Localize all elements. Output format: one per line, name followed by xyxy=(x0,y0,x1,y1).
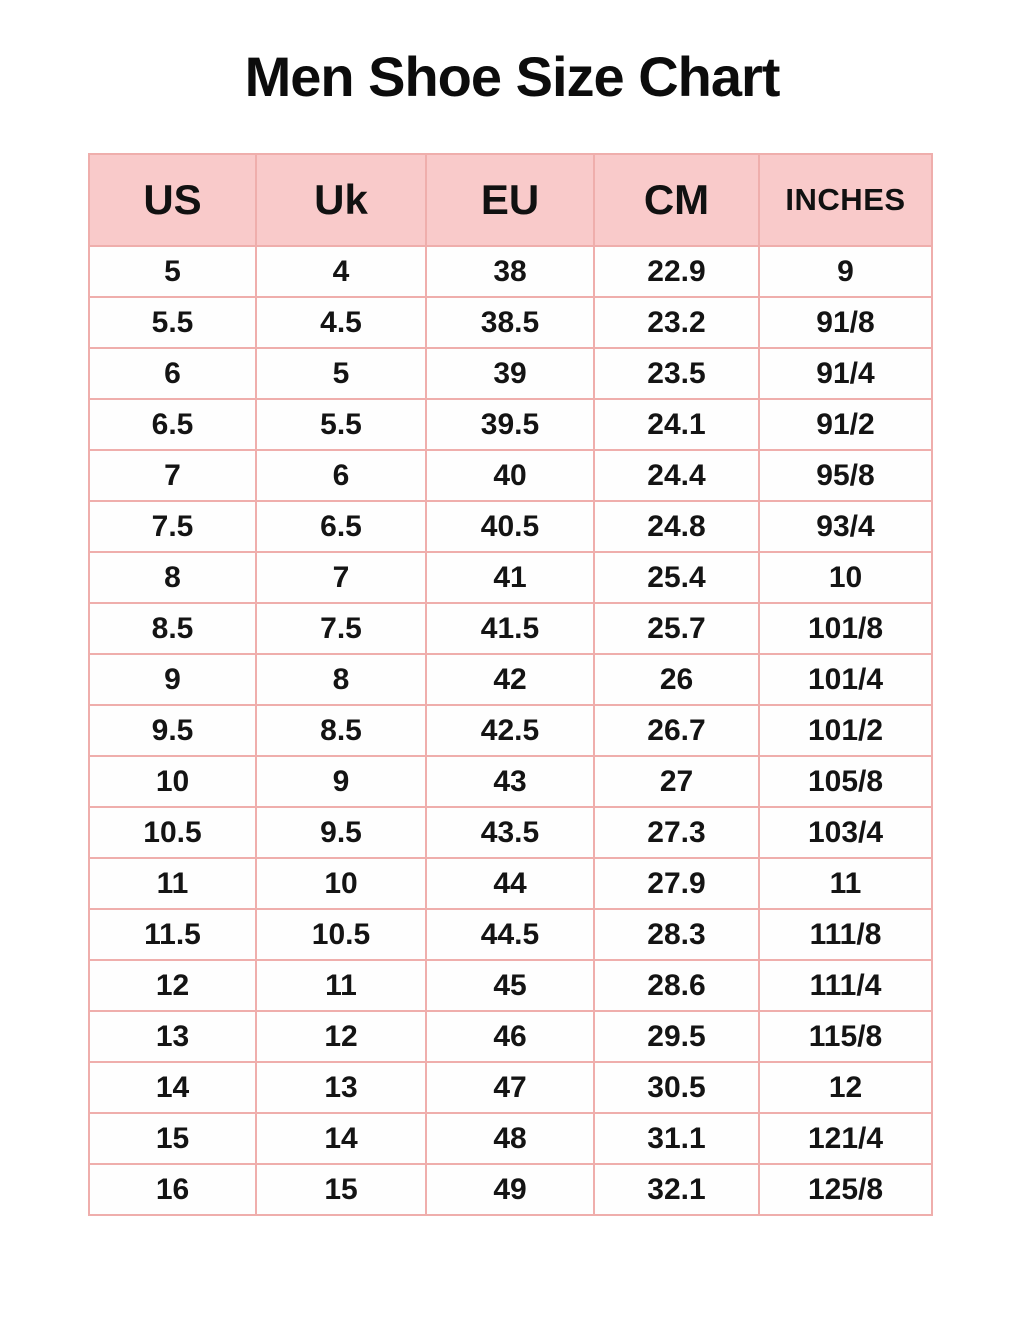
table-cell: 6.5 xyxy=(256,501,426,552)
page-title: Men Shoe Size Chart xyxy=(244,45,780,108)
table-row xyxy=(89,654,932,705)
table-cell: 44 xyxy=(426,858,594,909)
table-cell: 101/2 xyxy=(759,705,932,756)
table-cell: 9 xyxy=(89,654,256,705)
table-row xyxy=(89,1113,932,1164)
table-cell: 12 xyxy=(256,1011,426,1062)
table-cell: 16 xyxy=(89,1164,256,1215)
table-cell: 15 xyxy=(256,1164,426,1215)
table-row xyxy=(89,756,932,807)
table-row xyxy=(89,1164,932,1215)
table-cell: 125/8 xyxy=(759,1164,932,1215)
table-cell: 7.5 xyxy=(256,603,426,654)
table-cell: 47 xyxy=(426,1062,594,1113)
table-cell: 5 xyxy=(256,348,426,399)
table-cell: 115/8 xyxy=(759,1011,932,1062)
table-row xyxy=(89,1062,932,1113)
column-header-inches: INCHES xyxy=(759,154,932,246)
table-row xyxy=(89,450,932,501)
table-row xyxy=(89,807,932,858)
table-cell: 42 xyxy=(426,654,594,705)
table-cell: 11.5 xyxy=(89,909,256,960)
table-cell: 101/4 xyxy=(759,654,932,705)
column-header-uk: Uk xyxy=(256,154,426,246)
table-cell: 11 xyxy=(89,858,256,909)
table-cell: 39.5 xyxy=(426,399,594,450)
table-cell: 91/2 xyxy=(759,399,932,450)
table-cell: 10 xyxy=(759,552,932,603)
shoe-size-table xyxy=(88,153,933,1216)
table-row xyxy=(89,960,932,1011)
table-cell: 26.7 xyxy=(594,705,759,756)
table-cell: 40 xyxy=(426,450,594,501)
table-cell: 8 xyxy=(89,552,256,603)
table-cell: 15 xyxy=(89,1113,256,1164)
table-cell: 6.5 xyxy=(89,399,256,450)
table-cell: 28.3 xyxy=(594,909,759,960)
table-cell: 9.5 xyxy=(256,807,426,858)
table-row xyxy=(89,705,932,756)
table-cell: 26 xyxy=(594,654,759,705)
table-cell: 4 xyxy=(256,246,426,297)
table-cell: 93/4 xyxy=(759,501,932,552)
table-cell: 91/8 xyxy=(759,297,932,348)
table-cell: 28.6 xyxy=(594,960,759,1011)
table-cell: 9 xyxy=(256,756,426,807)
table-cell: 31.1 xyxy=(594,1113,759,1164)
table-cell: 43.5 xyxy=(426,807,594,858)
table-row xyxy=(89,909,932,960)
table-cell: 12 xyxy=(89,960,256,1011)
table-cell: 23.2 xyxy=(594,297,759,348)
table-cell: 105/8 xyxy=(759,756,932,807)
size-table-body xyxy=(89,246,932,1215)
table-row xyxy=(89,1011,932,1062)
table-cell: 40.5 xyxy=(426,501,594,552)
shoe-size-table-container xyxy=(88,153,931,1216)
table-cell: 7 xyxy=(256,552,426,603)
table-cell: 8 xyxy=(256,654,426,705)
table-cell: 46 xyxy=(426,1011,594,1062)
table-cell: 42.5 xyxy=(426,705,594,756)
table-cell: 27 xyxy=(594,756,759,807)
table-cell: 91/4 xyxy=(759,348,932,399)
table-cell: 10 xyxy=(256,858,426,909)
table-cell: 30.5 xyxy=(594,1062,759,1113)
table-cell: 111/8 xyxy=(759,909,932,960)
table-cell: 41.5 xyxy=(426,603,594,654)
table-cell: 49 xyxy=(426,1164,594,1215)
table-row xyxy=(89,297,932,348)
table-cell: 24.1 xyxy=(594,399,759,450)
table-cell: 10 xyxy=(89,756,256,807)
table-cell: 13 xyxy=(256,1062,426,1113)
table-cell: 103/4 xyxy=(759,807,932,858)
column-header-us: US xyxy=(89,154,256,246)
table-cell: 121/4 xyxy=(759,1113,932,1164)
table-cell: 29.5 xyxy=(594,1011,759,1062)
table-row xyxy=(89,501,932,552)
table-cell: 5.5 xyxy=(256,399,426,450)
table-cell: 9 xyxy=(759,246,932,297)
table-cell: 43 xyxy=(426,756,594,807)
table-cell: 27.3 xyxy=(594,807,759,858)
table-cell: 10.5 xyxy=(256,909,426,960)
table-cell: 14 xyxy=(256,1113,426,1164)
table-cell: 25.4 xyxy=(594,552,759,603)
table-cell: 8.5 xyxy=(89,603,256,654)
table-cell: 24.4 xyxy=(594,450,759,501)
table-row xyxy=(89,348,932,399)
table-cell: 4.5 xyxy=(256,297,426,348)
table-cell: 95/8 xyxy=(759,450,932,501)
table-cell: 25.7 xyxy=(594,603,759,654)
table-cell: 32.1 xyxy=(594,1164,759,1215)
table-cell: 7.5 xyxy=(89,501,256,552)
table-cell: 6 xyxy=(256,450,426,501)
table-cell: 27.9 xyxy=(594,858,759,909)
table-cell: 13 xyxy=(89,1011,256,1062)
table-cell: 44.5 xyxy=(426,909,594,960)
table-cell: 5 xyxy=(89,246,256,297)
table-cell: 22.9 xyxy=(594,246,759,297)
table-cell: 23.5 xyxy=(594,348,759,399)
table-cell: 111/4 xyxy=(759,960,932,1011)
header-row xyxy=(89,154,932,246)
size-table-header xyxy=(89,154,932,246)
table-cell: 5.5 xyxy=(89,297,256,348)
table-cell: 45 xyxy=(426,960,594,1011)
table-cell: 11 xyxy=(256,960,426,1011)
table-row xyxy=(89,399,932,450)
table-cell: 39 xyxy=(426,348,594,399)
table-cell: 7 xyxy=(89,450,256,501)
table-cell: 41 xyxy=(426,552,594,603)
table-cell: 24.8 xyxy=(594,501,759,552)
column-header-eu: EU xyxy=(426,154,594,246)
table-cell: 101/8 xyxy=(759,603,932,654)
table-cell: 38 xyxy=(426,246,594,297)
table-row xyxy=(89,246,932,297)
table-cell: 38.5 xyxy=(426,297,594,348)
table-row xyxy=(89,603,932,654)
table-cell: 10.5 xyxy=(89,807,256,858)
table-cell: 6 xyxy=(89,348,256,399)
table-row xyxy=(89,552,932,603)
table-row xyxy=(89,858,932,909)
table-cell: 11 xyxy=(759,858,932,909)
table-cell: 14 xyxy=(89,1062,256,1113)
table-cell: 12 xyxy=(759,1062,932,1113)
table-cell: 48 xyxy=(426,1113,594,1164)
table-cell: 8.5 xyxy=(256,705,426,756)
table-cell: 9.5 xyxy=(89,705,256,756)
column-header-cm: CM xyxy=(594,154,759,246)
